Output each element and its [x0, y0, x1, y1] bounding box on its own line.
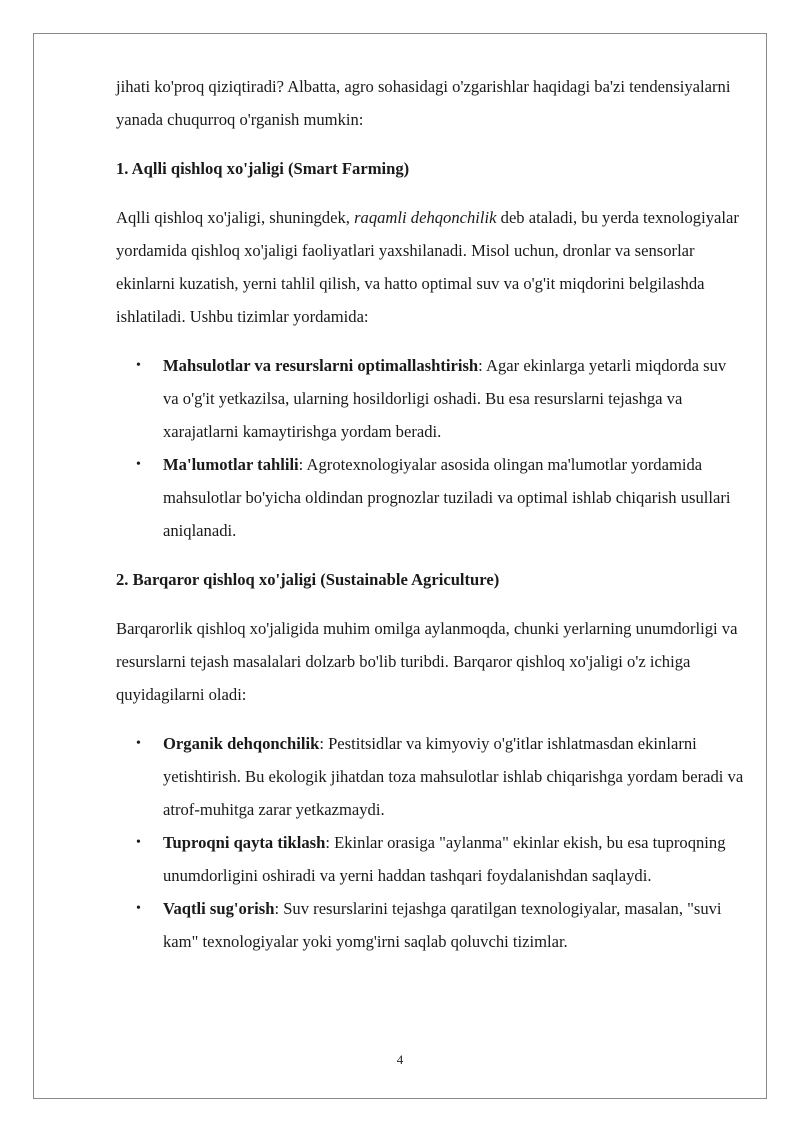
- list-item-term: Tuproqni qayta tiklash: [163, 833, 326, 852]
- page-number: 4: [396, 1052, 404, 1067]
- bullet-icon: •: [136, 901, 141, 916]
- list-item-text: : Pestitsidlar va kimyoviy o'g'itlar ishlatmasdan ekinlarni yetishtirish. Bu ekologik jihatdan toza mahsulotlar ishlab chiqarishga yordam beradi va atrof-muhitga zarar yetkazmaydi.: [163, 734, 744, 819]
- intro-paragraph: jihati ko'proq qiziqtiradi? Albatta, agro sohasidagi o'zgarishlar haqidagi ba'zi tendensiyalarni yanada chuqurroq o'rganish mumkin:: [116, 77, 731, 129]
- smart-farming-list: [116, 349, 746, 547]
- list-item-text: : Agar ekinlarga yetarli miqdorda suv va o'g'it yetkazilsa, ularning hosildorligi oshadi. Bu esa resurslarni tejashga va xarajatlarni kamaytirishga yordam beradi.: [163, 356, 727, 441]
- list-item-term: Ma'lumotlar tahlili: [163, 455, 299, 474]
- bullet-icon: •: [136, 835, 141, 850]
- document-body: [116, 70, 746, 974]
- list-item-text: : Ekinlar orasiga "aylanma" ekinlar ekish, bu esa tuproqning unumdorligini oshiradi va yerni haddan tashqari foydalanishdan saqlaydi.: [163, 833, 726, 885]
- list-item-term: Mahsulotlar va resurslarni optimallashtirish: [163, 356, 479, 375]
- section-heading-smart-farming: 1. Aqlli qishloq xo'jaligi (Smart Farming): [116, 159, 410, 178]
- bullet-icon: •: [136, 457, 141, 472]
- list-item-text: : Suv resurslarini tejashga qaratilgan texnologiyalar, masalan, "suvi kam" texnologiyalar yoki yomg'irni saqlab qoluvchi tizimlar.: [163, 899, 722, 951]
- paragraph-text: deb ataladi, bu yerda texnologiyalar yordamida qishloq xo'jaligi faoliyatlari yaxshilanadi. Misol uchun, dronlar va sensorlar ekinlarni kuzatish, yerni tahlil qilish, va hatto optimal suv va o'g'it miqdorini belgilashda ishlatiladi. Ushbu tizimlar yordamida:: [116, 208, 739, 326]
- list-item-term: Vaqtli sug'orish: [163, 899, 275, 918]
- list-item-text: : Agrotexnologiyalar asosida olingan ma'lumotlar yordamida mahsulotlar bo'yicha oldindan prognozlar tuziladi va optimal ishlab chiqarish usullari aniqlanadi.: [163, 455, 731, 540]
- list-item: [116, 892, 746, 958]
- bullet-icon: •: [136, 736, 141, 751]
- list-item: [116, 349, 746, 448]
- bullet-icon: •: [136, 358, 141, 373]
- list-item: [116, 826, 746, 892]
- sustainable-agriculture-list: [116, 727, 746, 958]
- section-heading-sustainable-agriculture: 2. Barqaror qishloq xo'jaligi (Sustainable Agriculture): [116, 570, 500, 589]
- smart-farming-paragraph: [116, 201, 746, 333]
- paragraph-text: Aqlli qishloq xo'jaligi, shuningdek,: [116, 208, 355, 227]
- list-item-term: Organik dehqonchilik: [163, 734, 320, 753]
- list-item: [116, 448, 746, 547]
- emphasized-term: raqamli dehqonchilik: [354, 208, 497, 227]
- list-item: [116, 727, 746, 826]
- sustainable-agriculture-paragraph: Barqarorlik qishloq xo'jaligida muhim omilga aylanmoqda, chunki yerlarning unumdorligi va resurslarni tejash masalalari dolzarb bo'lib turibdi. Barqaror qishloq xo'jaligi o'z ichiga quyidagilarni oladi:: [116, 619, 738, 704]
